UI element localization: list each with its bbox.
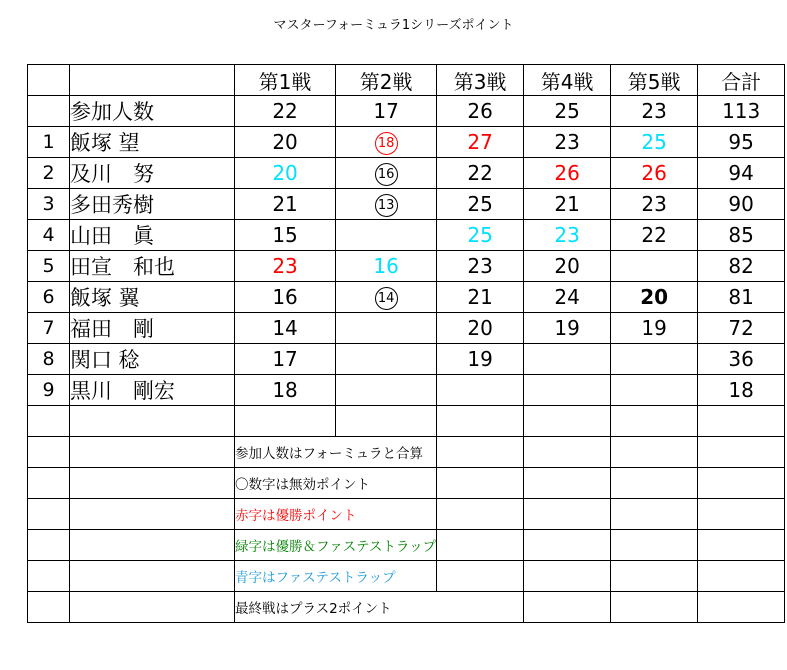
empty-cell [70, 406, 235, 437]
points-cell: 16 [235, 282, 336, 313]
points-cell: 17 [235, 344, 336, 375]
empty-cell [28, 406, 70, 437]
empty-cell [437, 530, 524, 561]
empty-cell [70, 437, 235, 468]
points-cell: 95 [698, 127, 785, 158]
driver-row [28, 344, 785, 375]
participants-label: 参加人数 [70, 96, 235, 127]
points-cell: 22 [437, 158, 524, 189]
note-row [28, 592, 785, 623]
points-cell: 14 [235, 313, 336, 344]
points-cell: 19 [611, 313, 698, 344]
empty-cell [336, 406, 437, 437]
driver-row [28, 220, 785, 251]
empty-cell [698, 561, 785, 592]
points-cell [611, 251, 698, 282]
points-cell: 25 [611, 127, 698, 158]
points-cell: 18 [235, 375, 336, 406]
driver-name: 関口 稔 [70, 344, 235, 375]
points-cell: 23 [437, 251, 524, 282]
points-cell: 23 [524, 220, 611, 251]
empty-cell [611, 437, 698, 468]
points-cell: 36 [698, 344, 785, 375]
points-cell: 19 [524, 313, 611, 344]
empty-cell [70, 468, 235, 499]
rank-cell: 6 [28, 282, 70, 313]
points-cell: 85 [698, 220, 785, 251]
points-cell: 20 [235, 158, 336, 189]
note-row [28, 437, 785, 468]
empty-cell [611, 468, 698, 499]
points-cell [524, 344, 611, 375]
empty-cell [698, 592, 785, 623]
empty-cell [611, 499, 698, 530]
participant-count: 17 [336, 96, 437, 127]
driver-row [28, 282, 785, 313]
driver-name: 多田秀樹 [70, 189, 235, 220]
empty-cell [70, 561, 235, 592]
points-table [27, 64, 785, 623]
empty-cell [524, 592, 611, 623]
empty-cell [28, 437, 70, 468]
rank-cell: 5 [28, 251, 70, 282]
empty-cell [611, 561, 698, 592]
empty-cell [698, 499, 785, 530]
empty-cell [28, 592, 70, 623]
points-cell: 25 [437, 189, 524, 220]
driver-name: 飯塚 望 [70, 127, 235, 158]
empty-cell [524, 561, 611, 592]
sheet-title: マスターフォーミュラ1シリーズポイント [273, 18, 514, 33]
points-cell: 26 [524, 158, 611, 189]
empty-cell [524, 406, 611, 437]
empty-cell [28, 96, 70, 127]
empty-cell [70, 499, 235, 530]
points-cell [611, 344, 698, 375]
driver-name: 黒川 剛宏 [70, 375, 235, 406]
legend-note: 参加人数はフォーミュラと合算 [235, 437, 437, 468]
driver-row [28, 375, 785, 406]
points-cell [336, 282, 437, 313]
driver-row [28, 158, 785, 189]
circled-points: 18 [375, 132, 398, 155]
empty-cell [437, 499, 524, 530]
points-cell: 21 [524, 189, 611, 220]
empty-cell [28, 468, 70, 499]
column-header: 第2戦 [336, 65, 437, 96]
empty-cell [437, 437, 524, 468]
empty-cell [611, 406, 698, 437]
driver-row [28, 127, 785, 158]
participant-count: 26 [437, 96, 524, 127]
note-row [28, 530, 785, 561]
points-cell: 20 [524, 251, 611, 282]
empty-cell [698, 406, 785, 437]
participant-count: 23 [611, 96, 698, 127]
empty-cell [70, 592, 235, 623]
points-cell: 25 [437, 220, 524, 251]
empty-cell [524, 468, 611, 499]
points-cell: 23 [611, 189, 698, 220]
empty-cell [611, 530, 698, 561]
note-row [28, 499, 785, 530]
empty-cell [611, 592, 698, 623]
empty-cell [28, 65, 70, 96]
rank-cell: 2 [28, 158, 70, 189]
empty-cell [70, 65, 235, 96]
points-cell: 19 [437, 344, 524, 375]
circled-points: 16 [375, 163, 398, 186]
points-cell: 23 [524, 127, 611, 158]
empty-cell [70, 530, 235, 561]
column-header: 第3戦 [437, 65, 524, 96]
points-cell: 26 [611, 158, 698, 189]
points-cell: 82 [698, 251, 785, 282]
empty-cell [524, 499, 611, 530]
empty-cell [235, 406, 336, 437]
column-header: 合計 [698, 65, 785, 96]
points-cell [336, 158, 437, 189]
points-cell [611, 375, 698, 406]
participant-count: 25 [524, 96, 611, 127]
points-cell: 22 [611, 220, 698, 251]
points-cell [437, 375, 524, 406]
legend-note: 最終戦はプラス2ポイント [235, 592, 524, 623]
empty-cell [524, 437, 611, 468]
driver-row [28, 313, 785, 344]
legend-note: 緑字は優勝＆ファステストラップ [235, 530, 437, 561]
points-cell [336, 189, 437, 220]
driver-name: 山田 眞 [70, 220, 235, 251]
legend-note: 〇数字は無効ポイント [235, 468, 437, 499]
points-cell: 20 [437, 313, 524, 344]
rank-cell: 8 [28, 344, 70, 375]
empty-cell [698, 530, 785, 561]
empty-cell [698, 468, 785, 499]
participant-count: 113 [698, 96, 785, 127]
points-cell: 90 [698, 189, 785, 220]
rank-cell: 1 [28, 127, 70, 158]
points-cell: 72 [698, 313, 785, 344]
points-cell [336, 127, 437, 158]
driver-row [28, 251, 785, 282]
rank-cell: 7 [28, 313, 70, 344]
circled-points: 13 [375, 194, 398, 217]
driver-name: 飯塚 翼 [70, 282, 235, 313]
points-cell [336, 344, 437, 375]
legend-note: 赤字は優勝ポイント [235, 499, 437, 530]
points-cell: 94 [698, 158, 785, 189]
driver-name: 及川 努 [70, 158, 235, 189]
empty-cell [524, 530, 611, 561]
blank-row [28, 406, 785, 437]
empty-cell [437, 468, 524, 499]
rank-cell: 4 [28, 220, 70, 251]
points-cell: 21 [235, 189, 336, 220]
points-cell [336, 220, 437, 251]
points-cell: 15 [235, 220, 336, 251]
empty-cell [437, 406, 524, 437]
empty-cell [28, 530, 70, 561]
column-header: 第1戦 [235, 65, 336, 96]
points-cell: 16 [336, 251, 437, 282]
points-cell: 20 [611, 282, 698, 313]
driver-row [28, 189, 785, 220]
column-header: 第5戦 [611, 65, 698, 96]
header-row [28, 65, 785, 96]
note-row [28, 468, 785, 499]
empty-cell [698, 437, 785, 468]
points-cell: 24 [524, 282, 611, 313]
points-cell: 20 [235, 127, 336, 158]
rank-cell: 3 [28, 189, 70, 220]
participants-row [28, 96, 785, 127]
empty-cell [28, 561, 70, 592]
column-header: 第4戦 [524, 65, 611, 96]
points-cell: 18 [698, 375, 785, 406]
points-cell: 81 [698, 282, 785, 313]
points-cell: 27 [437, 127, 524, 158]
participant-count: 22 [235, 96, 336, 127]
note-row [28, 561, 785, 592]
driver-name: 田宣 和也 [70, 251, 235, 282]
empty-cell [437, 561, 524, 592]
points-cell: 21 [437, 282, 524, 313]
points-cell [524, 375, 611, 406]
rank-cell: 9 [28, 375, 70, 406]
points-cell: 23 [235, 251, 336, 282]
legend-note: 青字はファステストラップ [235, 561, 437, 592]
points-cell [336, 313, 437, 344]
circled-points: 14 [375, 287, 398, 310]
driver-name: 福田 剛 [70, 313, 235, 344]
empty-cell [28, 499, 70, 530]
points-cell [336, 375, 437, 406]
